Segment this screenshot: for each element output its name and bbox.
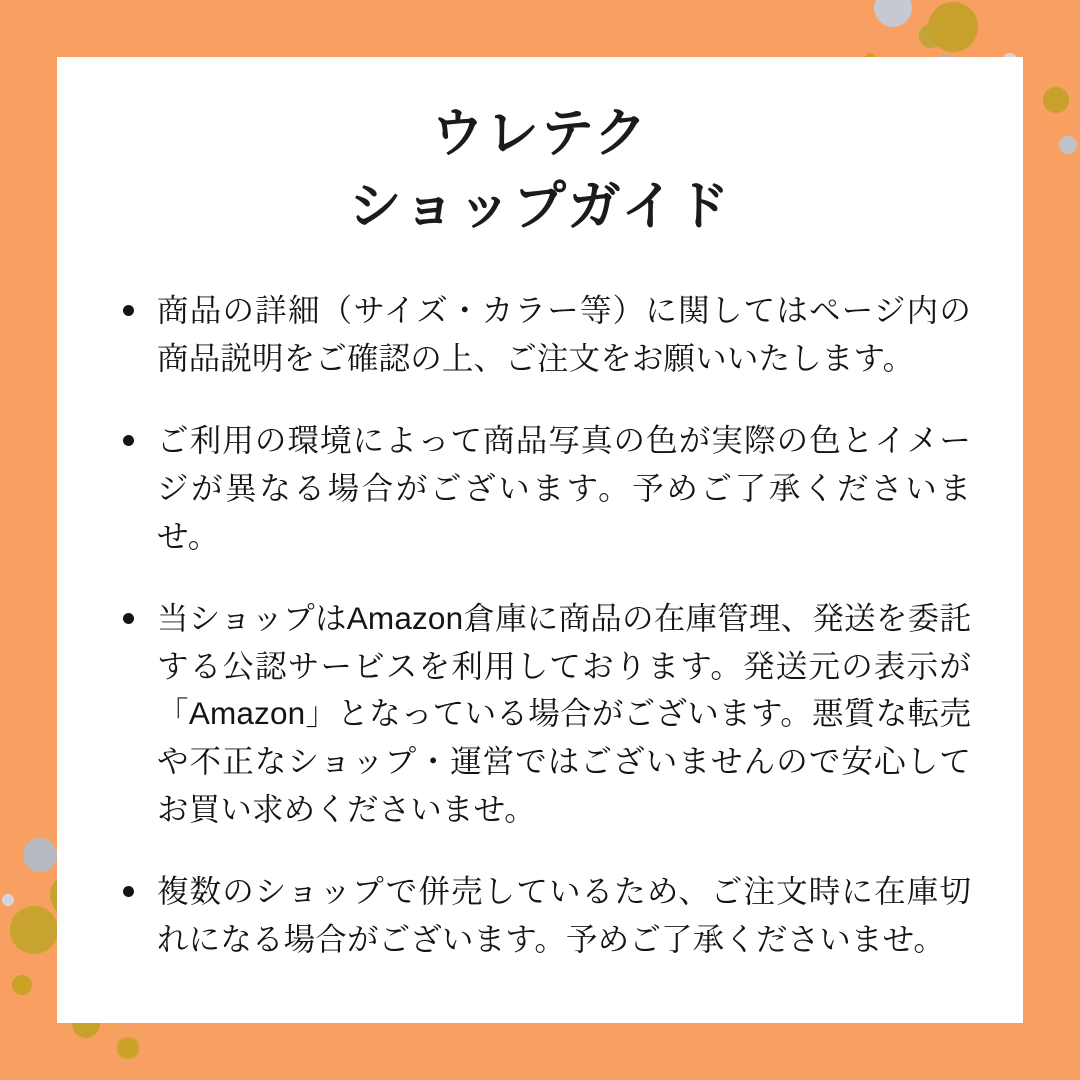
list-item bbox=[109, 287, 971, 383]
confetti-dot bbox=[23, 838, 57, 872]
confetti-dot bbox=[1043, 87, 1069, 113]
bullet-icon bbox=[123, 305, 134, 316]
title-line-2: ショップガイド bbox=[348, 177, 732, 237]
confetti-dot bbox=[10, 906, 58, 954]
list-item bbox=[109, 417, 971, 561]
bullet-icon bbox=[123, 435, 134, 446]
confetti-dot bbox=[12, 975, 32, 995]
confetti-dot bbox=[117, 1037, 139, 1059]
confetti-dot bbox=[874, 0, 912, 27]
guide-list bbox=[109, 287, 971, 964]
list-item-text: 当ショップはAmazon倉庫に商品の在庫管理、発送を委託する公認サービスを利用しております。発送元の表示が「Amazon」となっている場合がございます。悪質な転売や不正なショップ・運営ではございませんので安心してお買い求めくださいませ。 bbox=[157, 599, 971, 828]
page-title bbox=[109, 97, 971, 243]
title-line-1: ウレテク bbox=[430, 104, 650, 163]
confetti-dot bbox=[928, 2, 978, 52]
list-item bbox=[109, 868, 971, 964]
confetti-dot bbox=[1059, 136, 1077, 154]
bullet-icon bbox=[123, 613, 134, 624]
bullet-icon bbox=[123, 886, 134, 897]
list-item-text: 商品の詳細（サイズ・カラー等）に関してはページ内の商品説明をご確認の上、ご注文をお願いいたします。 bbox=[157, 292, 971, 377]
list-item-text: ご利用の環境によって商品写真の色が実際の色とイメージが異なる場合がございます。予めご了承くださいませ。 bbox=[157, 422, 971, 554]
content-card bbox=[57, 57, 1023, 1023]
list-item bbox=[109, 595, 971, 834]
confetti-dot bbox=[2, 894, 14, 906]
list-item-text: 複数のショップで併売しているため、ご注文時に在庫切れになる場合がございます。予めご了承くださいませ。 bbox=[157, 873, 971, 957]
